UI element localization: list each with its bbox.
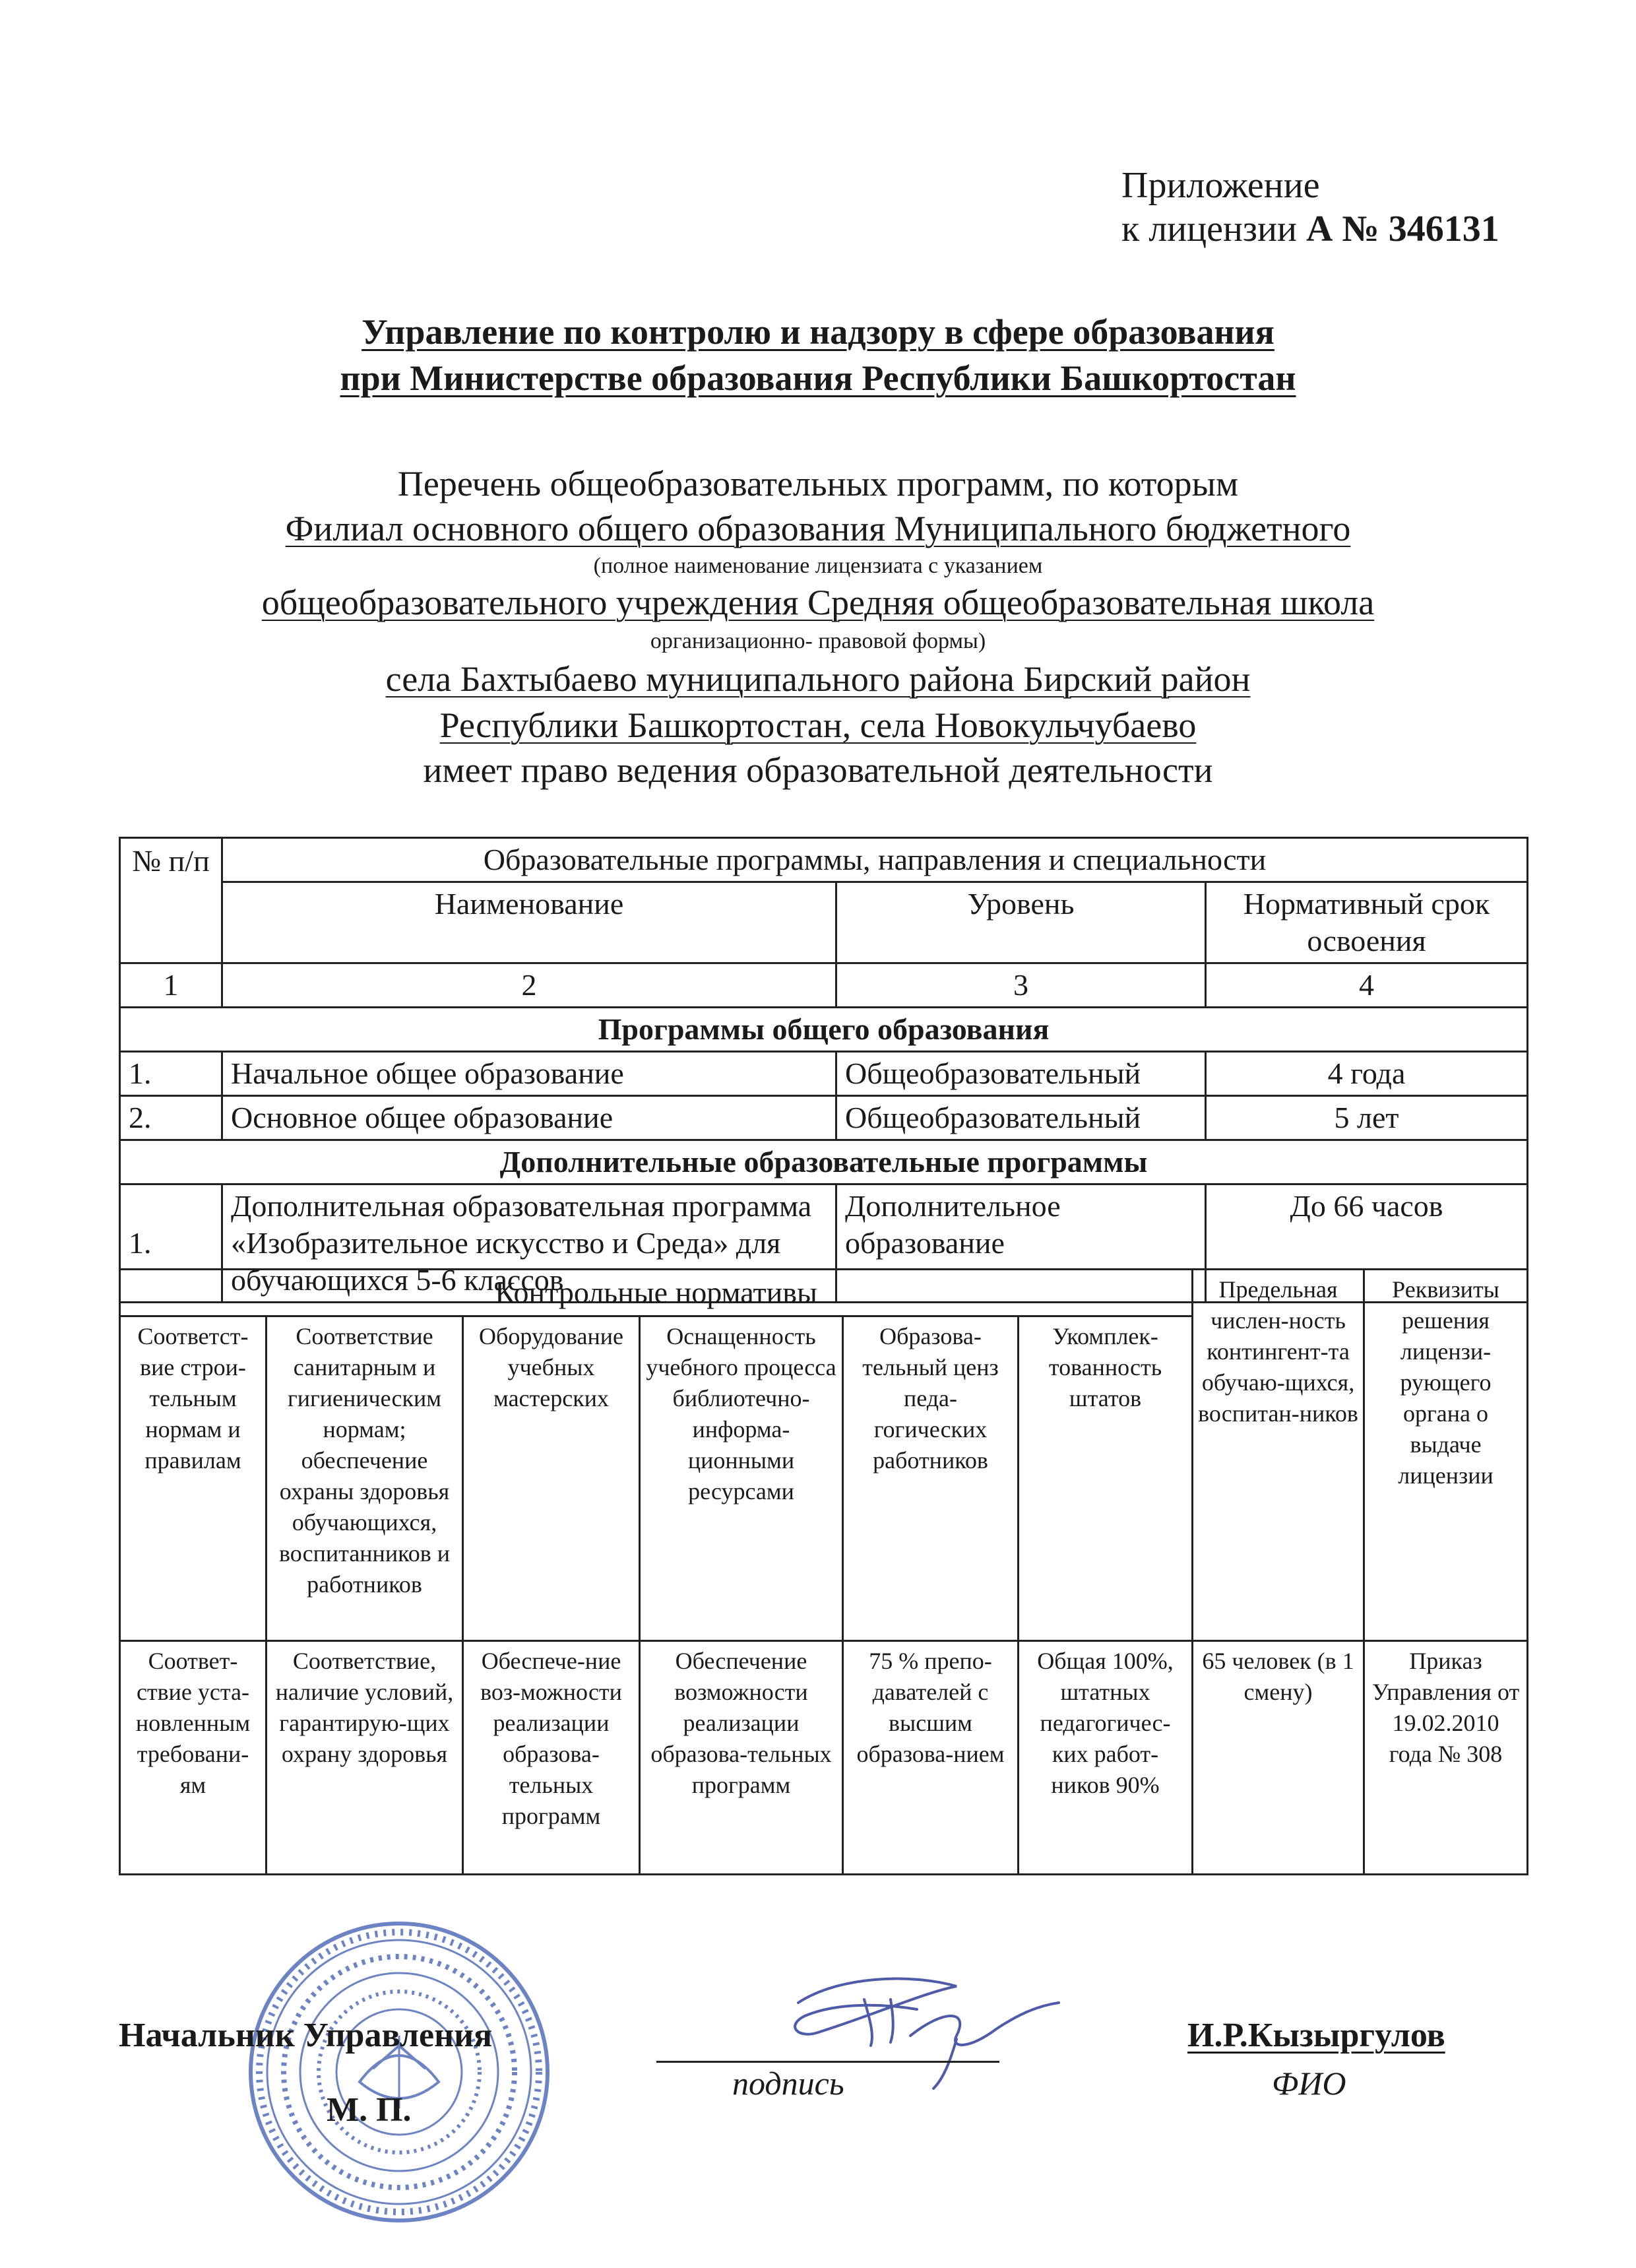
- subheader-library-resources: Оснащенность учебного процесса библиотечно-информа-ционными ресурсами: [640, 1316, 843, 1641]
- column-requisites-header: Реквизиты решения лицензи-рующего органа о выдаче лицензии: [1364, 1270, 1528, 1641]
- subheader-teacher-qualification: Образова-тельный ценз педа-гогических работников: [843, 1316, 1019, 1641]
- control-standards-header: Контрольные нормативы: [120, 1270, 1193, 1316]
- programs-group-header: Образовательные программы, направления и специальности: [222, 838, 1528, 882]
- licensee-name-line2: общеобразовательного учреждения Средняя общеобразовательная школа: [261, 583, 1375, 622]
- column-index-1: 1: [120, 963, 222, 1008]
- program-level: Дополнительное образование: [836, 1184, 1206, 1303]
- stamp-place-label: М. П.: [327, 2091, 412, 2129]
- row-number: 1.: [120, 1052, 222, 1096]
- program-term: 4 года: [1206, 1052, 1528, 1096]
- value-sanitary-norms: Соответствие, наличие условий, гарантирую-щих охрану здоровья: [267, 1641, 463, 1875]
- subheader-staffing: Укомплек-тованность штатов: [1019, 1316, 1193, 1641]
- signature-line: [656, 2061, 999, 2063]
- column-index-3: 3: [836, 963, 1206, 1008]
- table-row: [120, 1641, 1528, 1875]
- program-name: Начальное общее образование: [222, 1052, 836, 1096]
- license-number: А № 346131: [1306, 209, 1499, 249]
- column-level-header: Уровень: [836, 882, 1206, 963]
- licensee-name-line4: Республики Башкортостан, села Новокульчубаево: [439, 705, 1197, 745]
- row-number: 1.: [120, 1184, 222, 1303]
- licensee-note1: (полное наименование лицензиата с указанием: [593, 554, 1043, 578]
- authority-title-line2: при Министерстве образования Республики Башкортостан: [340, 358, 1296, 398]
- value-workshop-equipment: Обеспече-ние воз-можности реализации образова-тельных программ: [463, 1641, 640, 1875]
- subheader-sanitary-norms: Соответствие санитарным и гигиеническим нормам; обеспечение охраны здоровья обучающихся, воспитанников и работников: [267, 1316, 463, 1641]
- section-general-programs: Программы общего образования: [120, 1008, 1528, 1052]
- licensee-name-line3: села Бахтыбаево муниципального района Бирский район: [385, 659, 1251, 699]
- subheader-building-norms: Соответст-вие строи-тельным нормам и правилам: [120, 1316, 267, 1641]
- official-position: Начальник Управления: [119, 2017, 493, 2054]
- name-caption: ФИО: [1272, 2065, 1346, 2102]
- row-number: 2.: [120, 1096, 222, 1140]
- signature-caption: подпись: [732, 2065, 844, 2102]
- column-index-4: 4: [1206, 963, 1528, 1008]
- subheader-workshop-equipment: Оборудование учебных мастерских: [463, 1316, 640, 1641]
- value-building-norms: Соответ-ствие уста-новленным требовани-ям: [120, 1641, 267, 1875]
- value-teacher-qualification: 75 % препо-давателей с высшим образова-нием: [843, 1641, 1019, 1875]
- value-staffing: Общая 100%, штатных педагогичес-ких работ-ников 90%: [1019, 1641, 1193, 1875]
- control-standards-table: [119, 1268, 1528, 1875]
- program-name: Дополнительная образовательная программа «Изобразительное искусство и Среда» для обучающихся 5-6 классов: [222, 1184, 836, 1303]
- value-license-requisites: Приказ Управления от 19.02.2010 года № 308: [1364, 1641, 1528, 1875]
- column-number-header: № п/п: [120, 838, 222, 963]
- section-additional-programs: Дополнительные образовательные программы: [120, 1140, 1528, 1184]
- official-name: И.Р.Кызыргулов: [1187, 2017, 1445, 2054]
- appendix-label: Приложение: [1121, 165, 1320, 206]
- program-term: 5 лет: [1206, 1096, 1528, 1140]
- license-prefix: к лицензии: [1121, 209, 1306, 249]
- program-name: Основное общее образование: [222, 1096, 836, 1140]
- licensee-note2: организационно- правовой формы): [650, 629, 986, 653]
- programs-table: [119, 837, 1528, 1303]
- column-term-header: Нормативный срок освоения: [1206, 882, 1528, 963]
- license-reference: [1121, 207, 1499, 251]
- column-name-header: Наименование: [222, 882, 836, 963]
- value-student-limit: 65 человек (в 1 смену): [1193, 1641, 1364, 1875]
- column-index-2: 2: [222, 963, 836, 1008]
- program-term: До 66 часов: [1206, 1184, 1528, 1303]
- table-row: [120, 1052, 1528, 1096]
- intro-line6: имеет право ведения образовательной деятельности: [423, 750, 1213, 790]
- value-library-resources: Обеспечение возможности реализации образова-тельных программ: [640, 1641, 843, 1875]
- intro-line1: Перечень общеобразовательных программ, по которым: [397, 464, 1239, 503]
- appendix-block: [1121, 164, 1499, 251]
- table-row: [120, 1096, 1528, 1140]
- column-limit-header: Предельная числен-ность контингент-та обучаю-щихся, воспитан-ников: [1193, 1270, 1364, 1641]
- authority-title-line1: Управление по контролю и надзору в сфере образования: [362, 312, 1274, 352]
- official-stamp: [244, 1917, 554, 2227]
- program-level: Общеобразовательный: [836, 1052, 1206, 1096]
- program-level: Общеобразовательный: [836, 1096, 1206, 1140]
- licensee-name-line1: Филиал основного общего образования Муниципального бюджетного: [285, 509, 1351, 548]
